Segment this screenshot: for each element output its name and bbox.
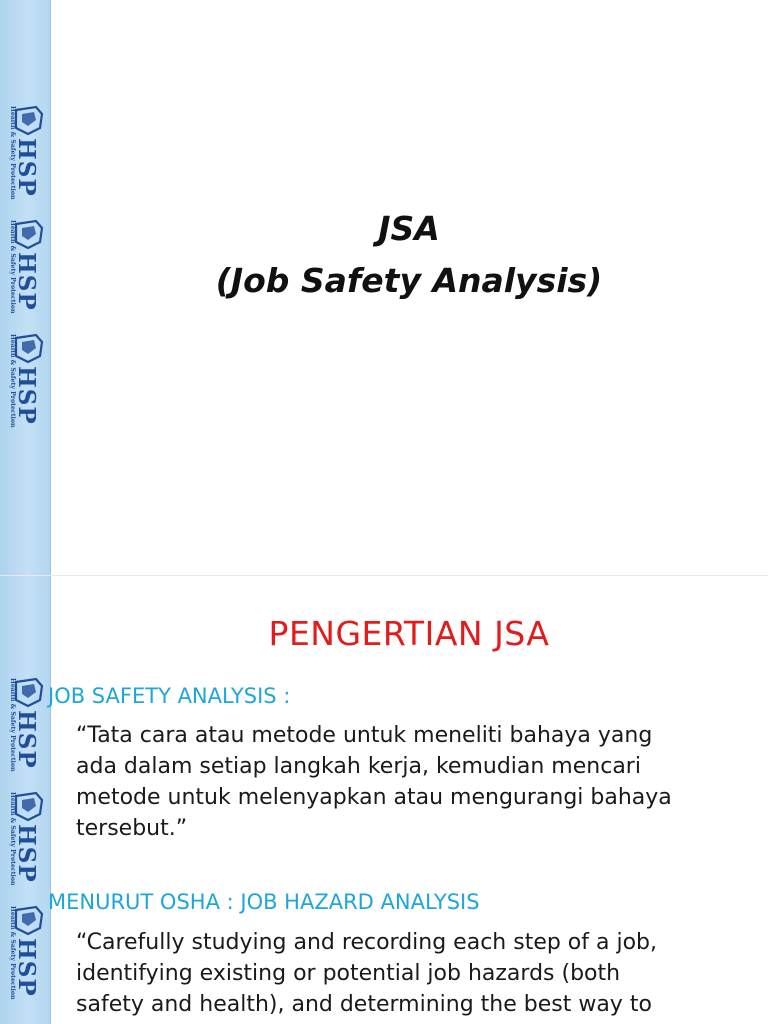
- hsp-logo: [2, 104, 48, 216]
- title-line-2: (Job Safety Analysis): [215, 261, 603, 300]
- svg-text:HSP: HSP: [13, 138, 40, 197]
- quote-line: safety and health), and determining the best way to: [76, 992, 652, 1017]
- svg-text:HSP: HSP: [13, 366, 40, 425]
- quote-definition-osha: [76, 927, 736, 1020]
- title-line-1: JSA: [378, 209, 440, 248]
- quote-definition-jsa: [76, 720, 736, 844]
- svg-text:HSP: HSP: [13, 252, 40, 311]
- logo-column: [2, 104, 48, 446]
- svg-text:Health & Safety Protection: Health & Safety Protection: [9, 106, 16, 200]
- hsp-logo: [2, 218, 48, 330]
- quote-line: tersebut.”: [76, 816, 188, 841]
- quote-line: “Carefully studying and recording each step of a job,: [76, 930, 658, 955]
- svg-text:HSP: HSP: [13, 710, 40, 769]
- svg-text:Health & Safety Protection: Health & Safety Protection: [9, 906, 16, 1000]
- svg-text:Health & Safety Protection: Health & Safety Protection: [9, 792, 16, 886]
- svg-text:Health & Safety Protection: Health & Safety Protection: [9, 678, 16, 772]
- svg-text:HSP: HSP: [13, 824, 40, 883]
- hsp-logo: [2, 904, 48, 1016]
- svg-text:HSP: HSP: [13, 938, 40, 997]
- sidebar-band: [0, 576, 51, 1024]
- logo-column: [2, 676, 48, 1018]
- hsp-logo: [2, 676, 48, 788]
- section-title: PENGERTIAN JSA: [268, 614, 550, 653]
- heading-job-safety-analysis: JOB SAFETY ANALYSIS :: [48, 684, 291, 708]
- sidebar-band: [0, 0, 51, 576]
- hsp-logo: [2, 332, 48, 444]
- quote-line: ada dalam setiap langkah kerja, kemudian mencari: [76, 754, 641, 779]
- heading-osha: MENURUT OSHA : JOB HAZARD ANALYSIS: [48, 890, 480, 914]
- svg-text:Health & Safety Protection: Health & Safety Protection: [9, 220, 16, 314]
- hsp-logo: [2, 790, 48, 902]
- svg-text:Health & Safety Protection: Health & Safety Protection: [9, 334, 16, 428]
- quote-line: identifying existing or potential job hazards (both: [76, 961, 621, 986]
- slide-title-text: [50, 203, 768, 307]
- quote-line: “Tata cara atau metode untuk meneliti bahaya yang: [76, 723, 653, 748]
- quote-line: metode untuk melenyapkan atau mengurangi bahaya: [76, 785, 672, 810]
